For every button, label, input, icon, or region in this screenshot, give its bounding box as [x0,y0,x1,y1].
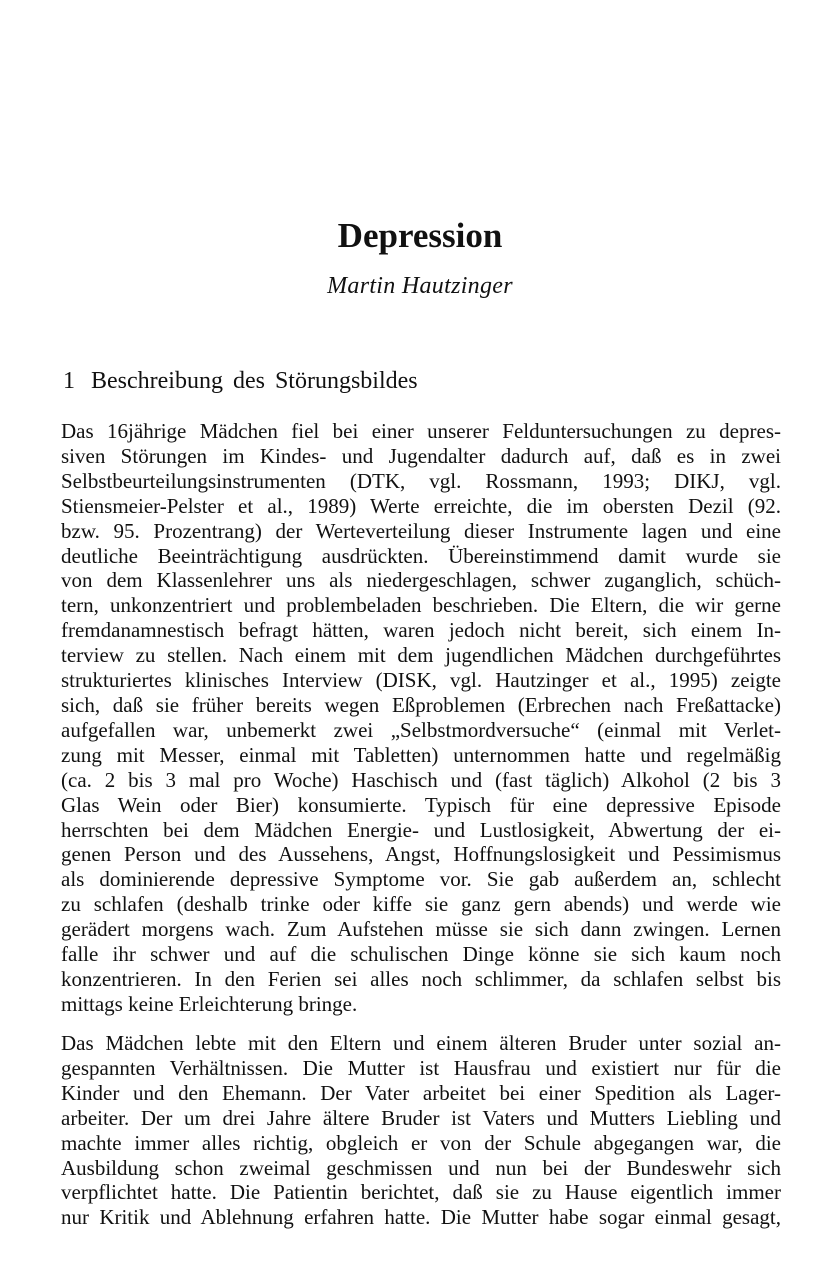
text-line: strukturiertes klinisches Interview (DISK, vgl. Hautzinger et al., 1995) zeigte [61,668,781,693]
text-line: Stiensmeier-Pelster et al., 1989) Werte erreichte, die im obersten Dezil (92. [61,493,781,518]
author-name: Martin Hautzinger [327,273,513,299]
text-line: konzentrieren. In den Ferien sei alles noch schlimmer, da schlafen selbst bis [61,966,781,991]
text-line: von dem Klassenlehrer uns als niedergeschlagen, schwer zuganglich, schüch- [61,568,781,593]
text-line: sich, daß sie früher bereits wegen Eßproblemen (Erbrechen nach Freßattacke) [61,692,781,717]
section-heading [63,365,418,397]
text-line: Das 16jährige Mädchen fiel bei einer unserer Felduntersuchungen zu depres- [61,419,781,443]
text-line: gespannten Verhältnissen. Die Mutter ist Hausfrau und existiert nur für die [61,1055,781,1080]
text-line: terview zu stellen. Nach einem mit dem jugendlichen Mädchen durchgeführtes [61,643,781,668]
text-line: arbeiter. Der um drei Jahre ältere Bruder ist Vaters und Mutters Liebling und [61,1105,781,1130]
chapter-title: Depression [337,216,503,255]
text-line: aufgefallen war, unbemerkt zwei „Selbstmordversuche“ (einmal mit Verlet- [61,717,781,742]
text-line: siven Störungen im Kindes- und Jugendalter dadurch auf, daß es in zwei [61,443,781,468]
text-line: (ca. 2 bis 3 mal pro Woche) Haschisch und (fast täglich) Alkohol (2 bis 3 [61,767,781,792]
text-line: herrschten bei dem Mädchen Energie- und Lustlosigkeit, Abwertung der ei- [61,817,781,842]
section-title: Beschreibung des Störungsbildes [91,368,418,394]
text-line: bzw. 95. Prozentrang) der Werteverteilung dieser Instrumente lagen und eine [61,518,781,543]
text-line: tern, unkonzentriert und problembeladen beschrieben. Die Eltern, die wir gerne [61,593,781,618]
text-line: falle ihr schwer und auf die schulischen Dinge könne sie sich kaum noch [61,942,781,967]
text-line: als dominierende depressive Symptome vor. Sie gab außerdem an, schlecht [61,867,781,892]
text-line: zung mit Messer, einmal mit Tabletten) unternommen hatte und regelmäßig [61,742,781,767]
text-line: verpflichtet hatte. Die Patientin berichtet, daß sie zu Hause eigentlich immer [61,1180,781,1205]
text-line: Das Mädchen lebte mit den Eltern und einem älteren Bruder unter sozial an- [61,1031,781,1055]
text-line: Selbstbeurteilungsinstrumenten (DTK, vgl. Rossmann, 1993; DIKJ, vgl. [61,468,781,493]
text-line: gerädert morgens wach. Zum Aufstehen müsse sie sich dann zwingen. Lernen [61,917,781,942]
text-line: Kinder und den Ehemann. Der Vater arbeitet bei einer Spedition als Lager- [61,1080,781,1105]
section-number: 1 [63,368,75,394]
text-line: zu schlafen (deshalb trinke oder kiffe sie ganz gern abends) und werde wie [61,892,781,917]
paragraph-1 [61,419,781,1017]
text-line: machte immer alles richtig, obgleich er von der Schule abgegangen war, die [61,1130,781,1155]
text-line: deutliche Beeinträchtigung ausdrückten. Übereinstimmend damit wurde sie [61,543,781,568]
text-line: nur Kritik und Ablehnung erfahren hatte. Die Mutter habe sogar einmal gesagt, [61,1205,781,1230]
text-line: Glas Wein oder Bier) konsumierte. Typisch für eine depressive Episode [61,792,781,817]
text-line: genen Person und des Aussehens, Angst, Hoffnungslosigkeit und Pessimismus [61,842,781,867]
text-line: fremdanamnestisch befragt hätten, waren jedoch nicht bereit, sich einem In- [61,618,781,643]
paragraph-2 [61,1031,781,1230]
text-line: Ausbildung schon zweimal geschmissen und nun bei der Bundeswehr sich [61,1155,781,1180]
text-line: mittags keine Erleichterung bringe. [61,991,358,1016]
